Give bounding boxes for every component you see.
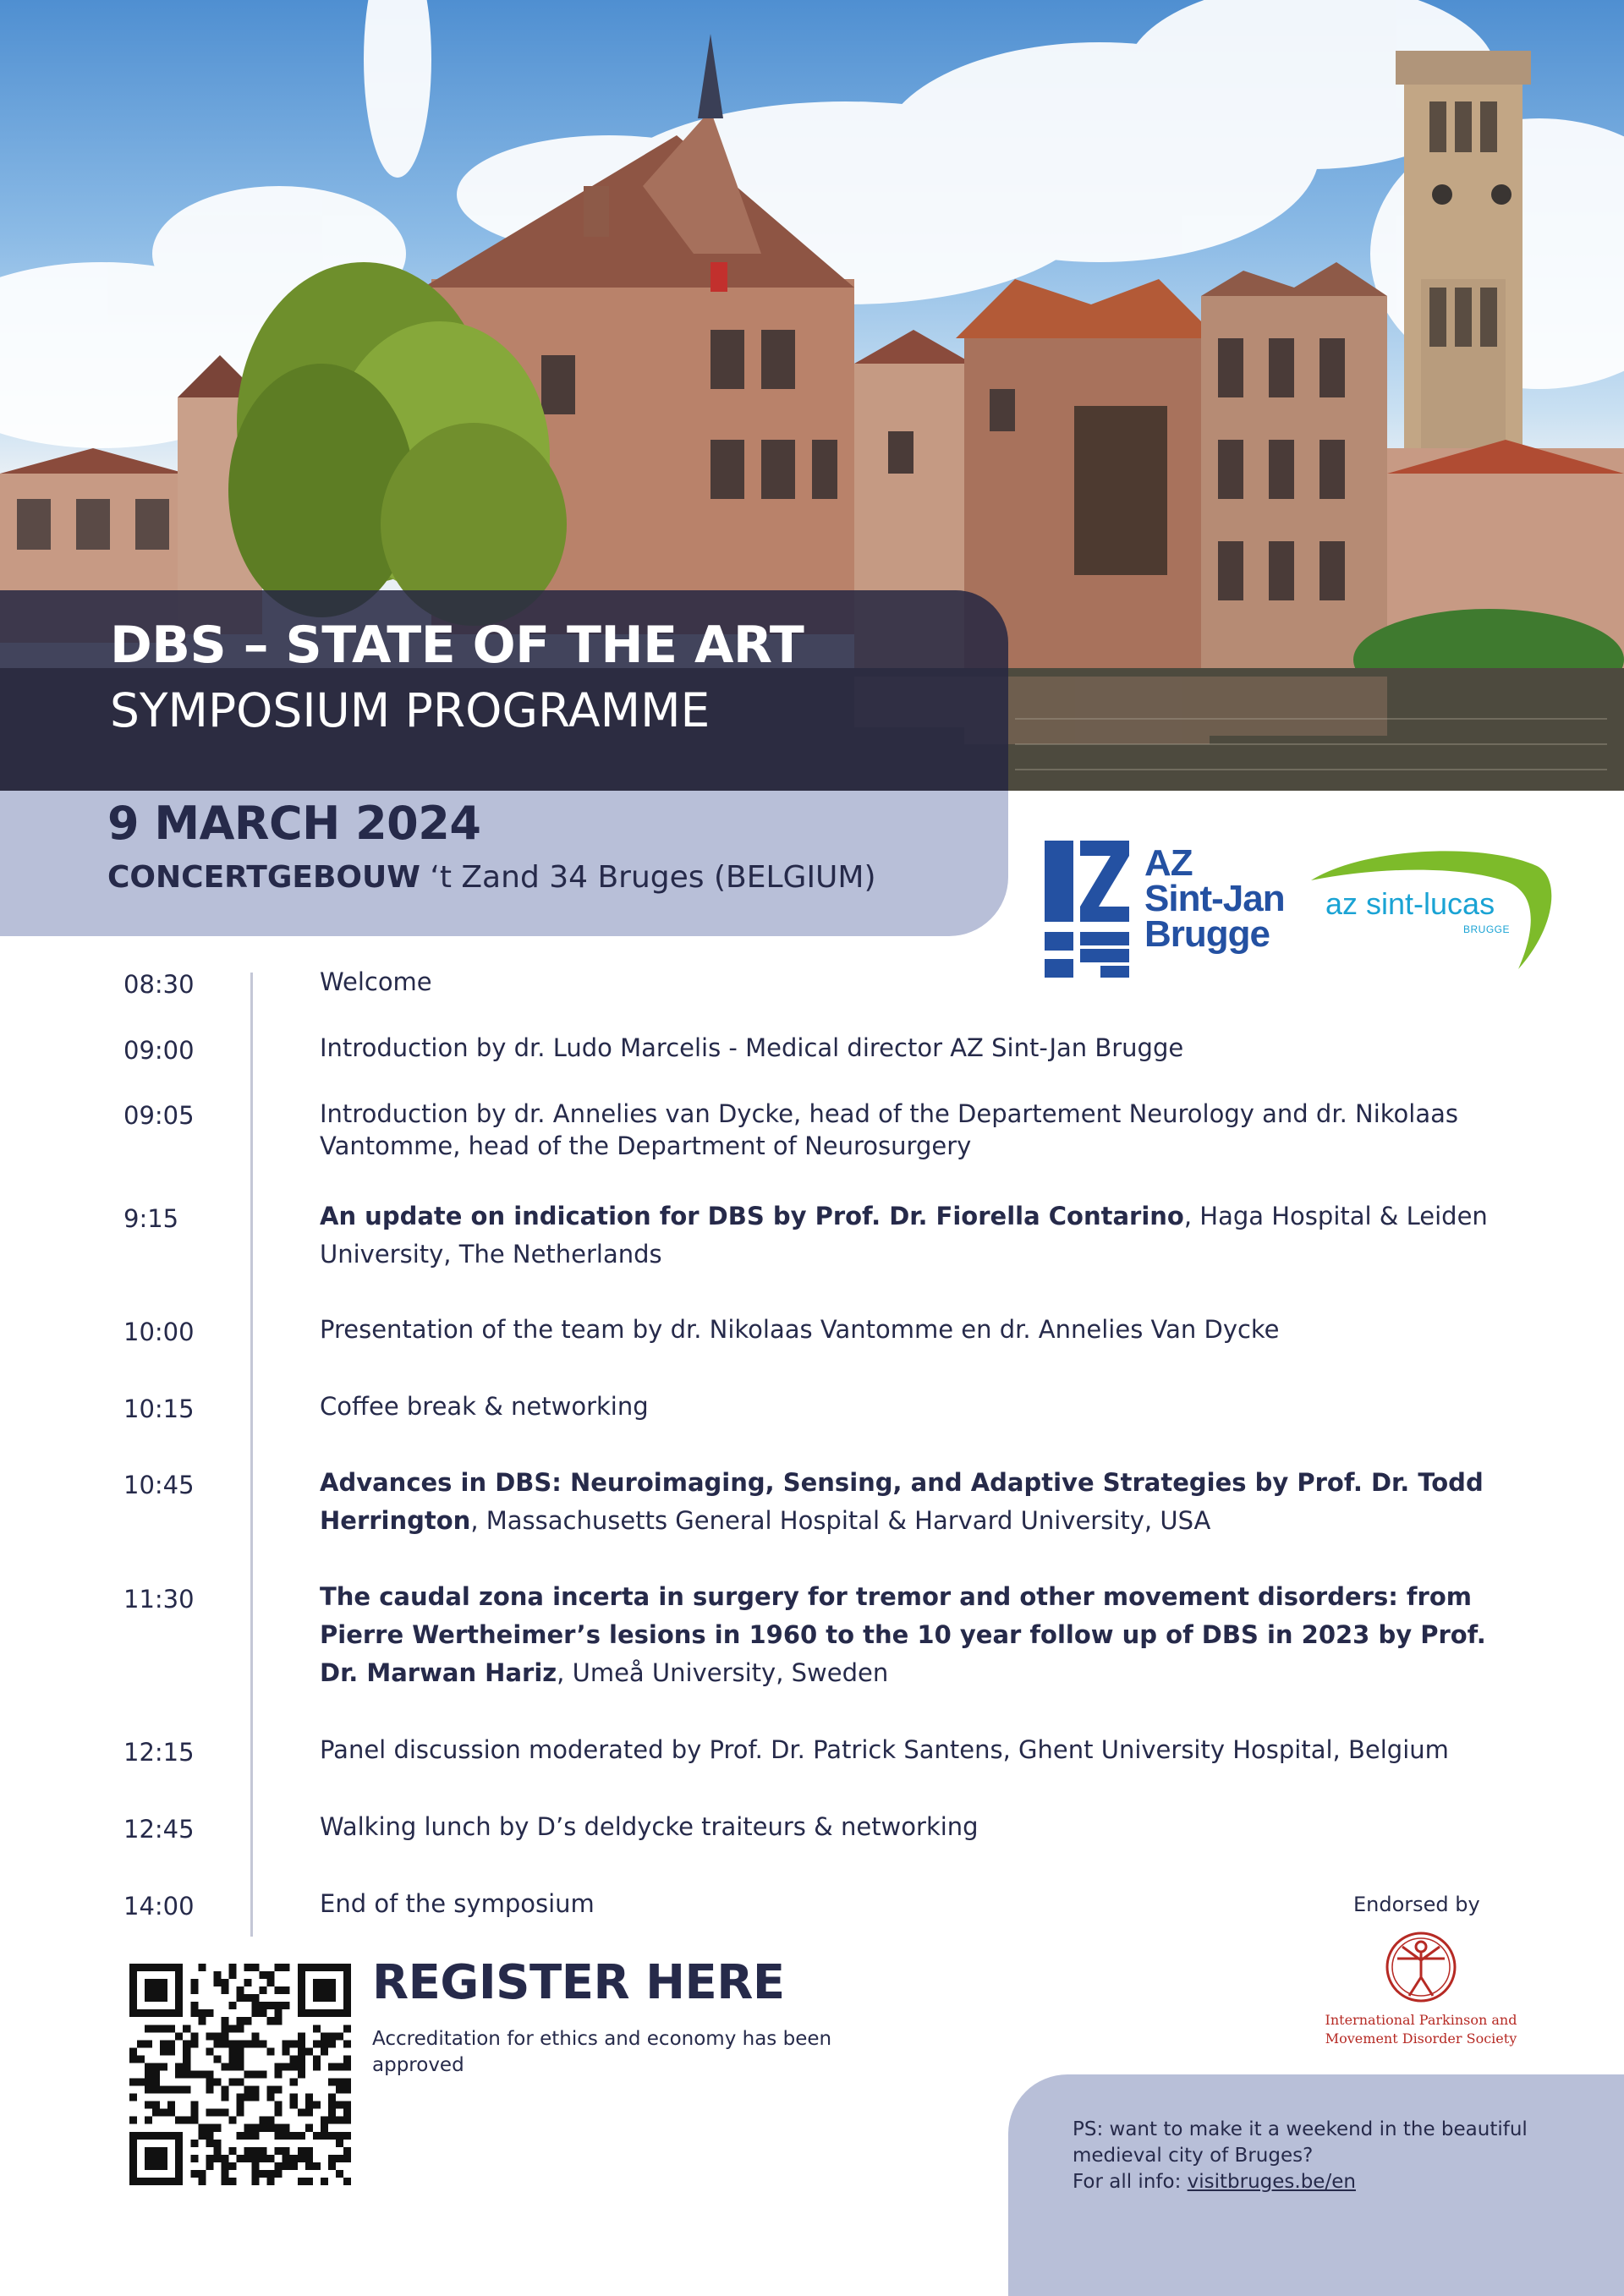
programme-text xyxy=(320,1578,1495,1692)
programme-talk-title: An update on indication for DBS by Prof. Dr. Fiorella Contarino xyxy=(320,1202,1184,1230)
timeline-divider xyxy=(250,973,253,1937)
az-sint-jan-wordmark xyxy=(1144,842,1285,955)
programme-time: 09:00 xyxy=(123,1036,195,1065)
ps-line-2 xyxy=(1073,2169,1580,2195)
az-sint-jan-line-3: Brugge xyxy=(1144,913,1270,955)
visitbruges-link[interactable]: visitbruges.be/en xyxy=(1187,2171,1356,2193)
programme-time: 9:15 xyxy=(123,1204,179,1233)
az-sint-lucas-city: BRUGGE xyxy=(1463,923,1511,935)
programme-affiliation: , Haga Hospital & Leiden University, The Netherlands xyxy=(320,1202,1488,1269)
page-title: DBS – STATE OF THE ART xyxy=(110,616,804,675)
programme-time: 11:30 xyxy=(123,1585,195,1614)
programme-talk-title: Advances in DBS: Neuroimaging, Sensing, and Adaptive Strategies by Prof. Dr. Todd Herrington xyxy=(320,1468,1484,1535)
ps-prefix: For all info: xyxy=(1073,2171,1188,2193)
programme-text xyxy=(320,1464,1495,1540)
programme-time: 12:15 xyxy=(123,1738,195,1767)
programme-time: 14:00 xyxy=(123,1892,195,1921)
az-sint-lucas-name: az sint-lucas xyxy=(1325,886,1495,921)
programme-time: 09:05 xyxy=(123,1101,195,1130)
register-title[interactable]: REGISTER HERE xyxy=(372,1955,785,2010)
az-sint-jan-mark-icon xyxy=(1045,841,1133,978)
event-date: 9 MARCH 2024 xyxy=(107,797,481,850)
programme-text: Presentation of the team by dr. Nikolaas Vantomme en dr. Annelies Van Dycke xyxy=(320,1315,1280,1344)
programme-text: Walking lunch by D’s deldycke traiteurs & networking xyxy=(320,1812,979,1841)
programme-time: 12:45 xyxy=(123,1815,195,1844)
az-sint-jan-line-2: Sint-Jan xyxy=(1144,878,1285,919)
programme-text xyxy=(320,1197,1495,1274)
ps-text xyxy=(1073,2117,1580,2195)
programme-talk-title: The caudal zona incerta in surgery for tremor and other movement disorders: from Pierre Wertheimer’s lesions in 1960 to the 10 year follow up of DBS in 2023 by Prof. Dr. Marwan Hariz xyxy=(320,1582,1486,1687)
accreditation-note: Accreditation for ethics and economy has been approved xyxy=(372,2028,832,2076)
programme-affiliation: , Massachusetts General Hospital & Harvard University, USA xyxy=(470,1506,1211,1535)
az-sint-jan-line-1: AZ xyxy=(1144,842,1193,884)
venue-address: ‘t Zand 34 Bruges (BELGIUM) xyxy=(420,860,876,895)
programme-time: 08:30 xyxy=(123,970,195,999)
programme-text: Panel discussion moderated by Prof. Dr. Patrick Santens, Ghent University Hospital, Belgium xyxy=(320,1735,1449,1764)
programme-time: 10:45 xyxy=(123,1471,195,1499)
az-sint-lucas-logo xyxy=(1307,842,1561,973)
ps-line-1: PS: want to make it a weekend in the beautiful medieval city of Bruges? xyxy=(1073,2118,1528,2167)
programme-affiliation: , Umeå University, Sweden xyxy=(557,1658,889,1687)
registration-qr-code-icon[interactable] xyxy=(127,1964,354,2185)
programme-text: End of the symposium xyxy=(320,1889,595,1918)
programme-text: Welcome xyxy=(320,967,432,996)
venue-name: CONCERTGEBOUW xyxy=(107,860,420,895)
ipmds-vitruvian-icon xyxy=(1380,1926,1462,2008)
programme-time: 10:00 xyxy=(123,1318,195,1346)
programme-text: Coffee break & networking xyxy=(320,1392,649,1421)
endorsed-label: Endorsed by xyxy=(1353,1893,1480,1916)
page-subtitle: SYMPOSIUM PROGRAMME xyxy=(110,683,710,737)
programme-text: Introduction by dr. Annelies van Dycke, head of the Departement Neurology and dr. Nikolaas Vantomme, head of the Department of Neurosurgery xyxy=(320,1099,1458,1160)
az-sint-jan-logo xyxy=(1045,841,1290,978)
programme-time: 10:15 xyxy=(123,1395,195,1423)
programme-text: Introduction by dr. Ludo Marcelis - Medical director AZ Sint-Jan Brugge xyxy=(320,1033,1184,1062)
event-venue xyxy=(107,860,876,895)
ipmds-name: International Parkinson and Movement Disorder Society xyxy=(1325,2012,1517,2047)
